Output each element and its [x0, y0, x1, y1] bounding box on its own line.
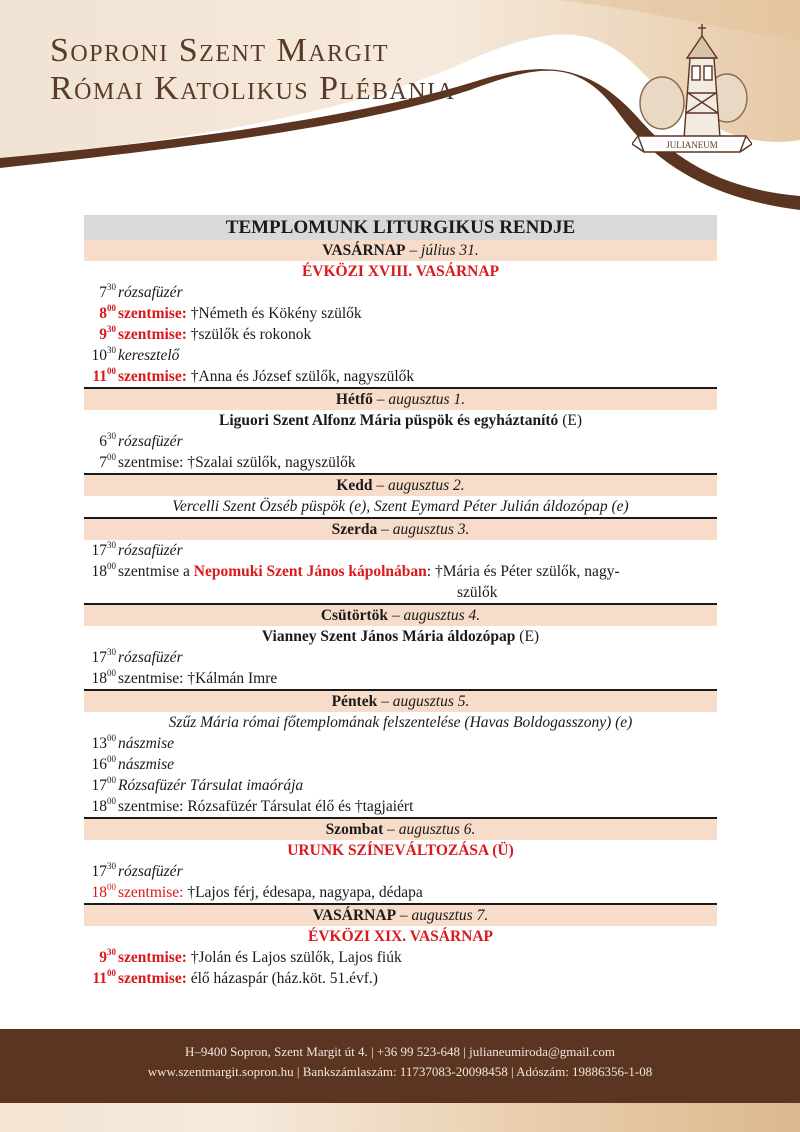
schedule-row [84, 668, 717, 689]
event-label: szentmise: [118, 970, 187, 987]
schedule-row [84, 366, 717, 387]
intention: †Lajos férj, édesapa, nagyapa, dédapa [183, 884, 423, 901]
schedule-row-continued [84, 582, 717, 603]
day-date: – augusztus 4. [391, 607, 481, 624]
julianeum-logo-icon [632, 18, 752, 168]
day-date: – augusztus 5. [381, 693, 470, 710]
intention: †Szalai szülők, nagyszülők [183, 454, 356, 471]
schedule-row [84, 324, 717, 345]
schedule-row [84, 775, 717, 796]
day-name: Szombat [325, 821, 384, 838]
day-date: – augusztus 1. [376, 391, 466, 408]
parish-title-line2: Római Katolikus Plébánia [50, 70, 456, 107]
day-header-friday [84, 689, 717, 712]
feast-title: Szűz Mária római főtemplomának felszentelése (Havas Boldogasszony) (e) [168, 714, 633, 731]
event-label: rózsafüzér [118, 433, 183, 450]
day-header-sunday-aug7 [84, 903, 717, 926]
schedule-row [84, 861, 717, 882]
intention: †Németh és Kökény szülők [186, 305, 362, 322]
event-label: rózsafüzér [118, 284, 183, 301]
schedule-row [84, 968, 717, 989]
event-label: rózsafüzér [118, 863, 183, 880]
time: $9^{30}$ [99, 323, 116, 343]
day-name: Kedd [336, 477, 373, 494]
day-date: – július 31. [409, 242, 479, 259]
event-label: szentmise: [118, 670, 184, 687]
footer-strip [0, 1103, 800, 1132]
chapel-name: Nepomuki Szent János kápolnában [193, 563, 427, 580]
intention: †Kálmán Imre [183, 670, 278, 687]
schedule-row [84, 647, 717, 668]
intention: Rózsafüzér Társulat élő és †tagjaiért [183, 798, 414, 815]
time: $17^{30}$ [91, 539, 116, 559]
event-label: Rózsafüzér Társulat imaórája [118, 777, 304, 794]
intention: : †Mária és Péter szülők, nagy- [426, 563, 620, 580]
footer-contact: H–9400 Sopron, Szent Margit út 4. | +36 99 523-648 | julianeumiroda@gmail.com [184, 1044, 616, 1059]
time: $17^{00}$ [91, 774, 116, 794]
feast-title: Vianney Szent János Mária áldozópap (E) [261, 628, 540, 645]
schedule-row [84, 345, 717, 366]
intention: †szülők és rokonok [186, 326, 312, 343]
event-label: szentmise: [118, 798, 184, 815]
schedule-row [84, 561, 717, 582]
event-label: szentmise: [118, 368, 187, 385]
day-name: VASÁRNAP [312, 907, 397, 924]
time: $10^{30}$ [91, 344, 116, 364]
feast-title: ÉVKÖZI XVIII. VASÁRNAP [301, 263, 500, 280]
schedule-row [84, 282, 717, 303]
parish-title-line1: Soproni Szent Margit [50, 32, 390, 69]
schedule-row [84, 754, 717, 775]
time: $13^{00}$ [91, 732, 116, 752]
time: $6^{30}$ [99, 430, 116, 450]
day-name: VASÁRNAP [322, 242, 406, 259]
time: $7^{30}$ [99, 281, 116, 301]
feast-title: URUNK SZÍNEVÁLTOZÁSA (Ü) [287, 842, 514, 859]
event-label: keresztelő [118, 347, 180, 364]
time: $18^{00}$ [91, 667, 116, 687]
time: $17^{30}$ [91, 646, 116, 666]
event-label: nászmise [118, 735, 174, 752]
event-label: rózsafüzér [118, 649, 183, 666]
intention-continued: szülők [457, 584, 498, 601]
logo-banner-text: JULIANEUM [666, 140, 718, 150]
schedule-row [84, 733, 717, 754]
day-header-sunday-jul31 [84, 240, 717, 261]
feast-title: Vercelli Szent Özséb püspök (e), Szent Eymard Péter Julián áldozópap (e) [172, 498, 629, 515]
event-label: szentmise: [118, 884, 184, 901]
event-label: szentmise a [118, 563, 194, 580]
schedule-row [84, 303, 717, 324]
schedule-row [84, 796, 717, 817]
time: $9^{30}$ [99, 946, 116, 966]
time: $18^{00}$ [91, 881, 116, 901]
time: $18^{00}$ [91, 795, 116, 815]
time: $7^{00}$ [99, 451, 116, 471]
time: $16^{00}$ [91, 753, 116, 773]
day-date: – augusztus 6. [387, 821, 476, 838]
event-label: szentmise: [118, 305, 187, 322]
intention: †Jolán és Lajos szülők, Lajos fiúk [186, 949, 402, 966]
day-name: Szerda [331, 521, 378, 538]
time: $11^{00}$ [92, 365, 116, 385]
day-header-tuesday [84, 473, 717, 496]
time: $18^{00}$ [91, 560, 116, 580]
time: $8^{00}$ [99, 302, 116, 322]
footer [0, 1029, 800, 1103]
day-date: – augusztus 3. [381, 521, 470, 538]
event-label: szentmise: [118, 326, 187, 343]
schedule-title: TEMPLOMUNK LITURGIKUS RENDJE [84, 215, 717, 240]
event-label: nászmise [118, 756, 174, 773]
day-date: – augusztus 7. [399, 907, 489, 924]
event-label: szentmise: [118, 454, 184, 471]
time: $17^{30}$ [91, 860, 116, 880]
schedule-row [84, 540, 717, 561]
event-label: szentmise: [118, 949, 187, 966]
footer-bank-info: www.szentmargit.sopron.hu | Bankszámlaszám: 11737083-20098458 | Adószám: 19886356-1-08 [147, 1064, 653, 1079]
feast-title: Liguori Szent Alfonz Mária püspök és egyháztanító (E) [219, 412, 582, 429]
day-name: Péntek [331, 693, 378, 710]
event-label: rózsafüzér [118, 542, 183, 559]
day-header-wednesday [84, 517, 717, 540]
schedule-row [84, 947, 717, 968]
day-header-thursday [84, 603, 717, 626]
liturgical-schedule [84, 215, 717, 989]
intention: †Anna és József szülők, nagyszülők [186, 368, 415, 385]
day-date: – augusztus 2. [376, 477, 465, 494]
intention: élő házaspár (ház.köt. 51.évf.) [186, 970, 378, 987]
day-header-monday [84, 387, 717, 410]
schedule-row [84, 431, 717, 452]
day-header-saturday [84, 817, 717, 840]
day-name: Hétfő [335, 391, 373, 408]
day-name: Csütörtök [320, 607, 388, 624]
schedule-row [84, 452, 717, 473]
parish-title [50, 32, 455, 108]
time: $11^{00}$ [92, 967, 116, 987]
feast-title: ÉVKÖZI XIX. VASÁRNAP [307, 928, 494, 945]
schedule-row [84, 882, 717, 903]
